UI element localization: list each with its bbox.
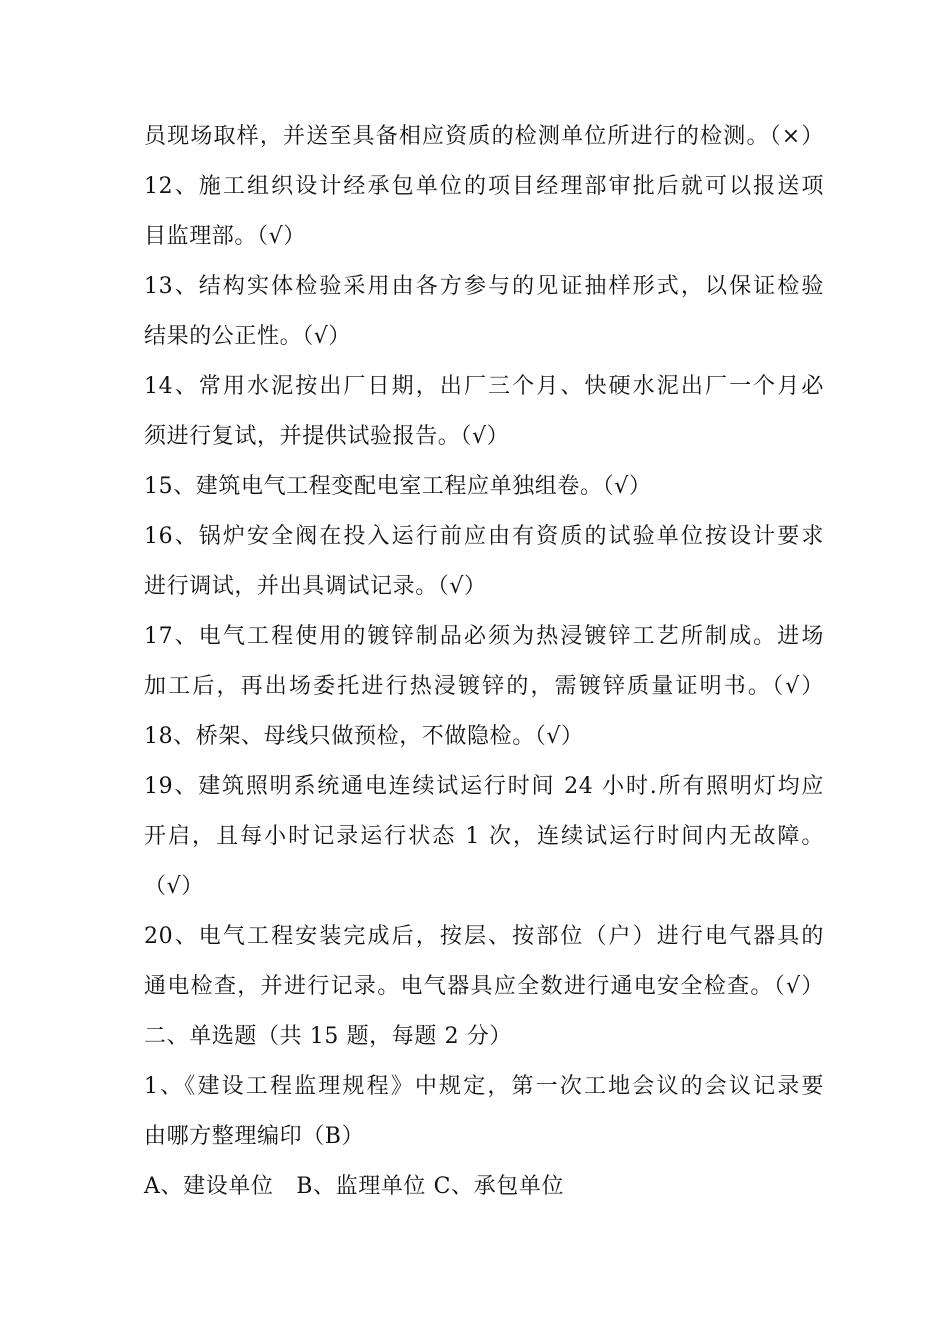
- question-19-line-1: 19、建筑照明系统通电连续试运行时间 24 小时.所有照明灯均应: [144, 774, 824, 799]
- question-14-line-2: 须进行复试，并提供试验报告。（√）: [144, 424, 510, 449]
- question-17-line-2: 加工后，再出场委托进行热浸镀锌的，需镀锌质量证明书。（√）: [144, 674, 824, 699]
- question-20-line-1: 20、电气工程安装完成后，按层、按部位（户）进行电气器具的: [144, 924, 824, 949]
- question-16-line-1: 16、锅炉安全阀在投入运行前应由有资质的试验单位按设计要求: [144, 524, 824, 549]
- text-line: 员现场取样，并送至具备相应资质的检测单位所进行的检测。（×）: [144, 124, 824, 149]
- question-20-line-2: 通电检查，并进行记录。电气器具应全数进行通电安全检查。（√）: [144, 974, 824, 999]
- document-body: [144, 112, 824, 1212]
- question-15-line-1: 15、建筑电气工程变配电室工程应单独组卷。（√）: [144, 474, 652, 499]
- question-17-line-1: 17、电气工程使用的镀锌制品必须为热浸镀锌工艺所制成。进场: [144, 624, 824, 649]
- question-13-line-1: 13、结构实体检验采用由各方参与的见证抽样形式，以保证检验: [144, 274, 824, 299]
- mcq-1-line-1: 1、《建设工程监理规程》中规定，第一次工地会议的会议记录要: [144, 1074, 824, 1099]
- question-19-line-2: 开启，且每小时记录运行状态 1 次，连续试运行时间内无故障。: [144, 824, 824, 849]
- question-12-line-1: 12、施工组织设计经承包单位的项目经理部审批后就可以报送项: [144, 174, 824, 199]
- question-13-line-2: 结果的公正性。（√）: [144, 324, 352, 349]
- question-14-line-1: 14、常用水泥按出厂日期，出厂三个月、快硬水泥出厂一个月必: [144, 374, 824, 399]
- question-19-line-3: （√）: [144, 874, 204, 899]
- mcq-1-line-2: 由哪方整理编印（B）: [144, 1124, 365, 1149]
- mcq-1-options: A、建设单位 B、监理单位 C、承包单位: [144, 1174, 565, 1199]
- question-18-line-1: 18、桥架、母线只做预检，不做隐检。（√）: [144, 724, 584, 749]
- question-16-line-2: 进行调试，并出具调试记录。（√）: [144, 574, 487, 599]
- section-heading-single-choice: 二、单选题（共 15 题，每题 2 分）: [144, 1024, 512, 1049]
- question-12-line-2: 目监理部。（√）: [144, 224, 306, 249]
